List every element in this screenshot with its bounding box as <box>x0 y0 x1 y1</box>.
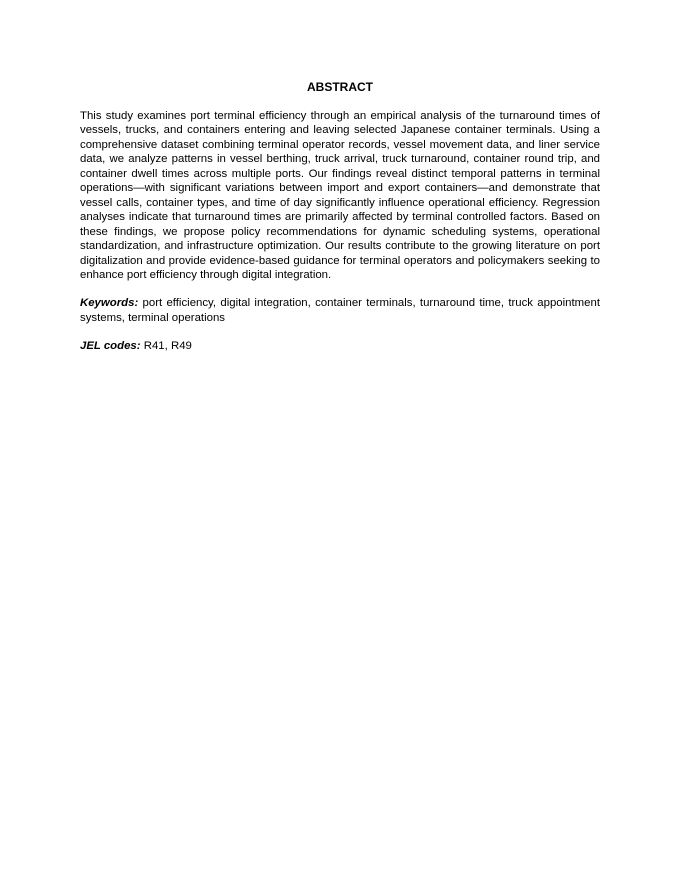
keywords-line <box>80 296 600 325</box>
jel-codes-line <box>80 339 600 353</box>
abstract-section <box>80 80 600 354</box>
jel-codes-text: R41, R49 <box>143 340 192 353</box>
abstract-body: This study examines port terminal efficiency through an empirical analysis of the turnaround times of vessels, trucks, and containers entering and leaving selected Japanese container terminals. Using a comprehensive dataset combining terminal operator records, vessel movement data, and liner service data, we analyze patterns in vessel berthing, truck arrival, truck turnaround, container round trip, and container dwell times across multiple ports. Our findings reveal distinct temporal patterns in terminal operations—with significant variations between import and export containers—and demonstrate that vessel calls, container types, and time of day significantly influence operational efficiency. Regression analyses indicate that turnaround times are primarily affected by terminal controlled factors. Based on these findings, we propose policy recommendations for dynamic scheduling systems, operational standardization, and infrastructure optimization. Our results contribute to the growing literature on port digitalization and provide evidence-based guidance for terminal operators and policymakers seeking to enhance port efficiency through digital integration. <box>80 110 600 281</box>
abstract-title: ABSTRACT <box>307 80 373 94</box>
jel-codes-label: JEL codes: <box>80 340 141 353</box>
keywords-label: Keywords: <box>80 297 139 310</box>
keywords-text: port efficiency, digital integration, container terminals, turnaround time, truck appointment systems, terminal operations <box>80 297 600 324</box>
